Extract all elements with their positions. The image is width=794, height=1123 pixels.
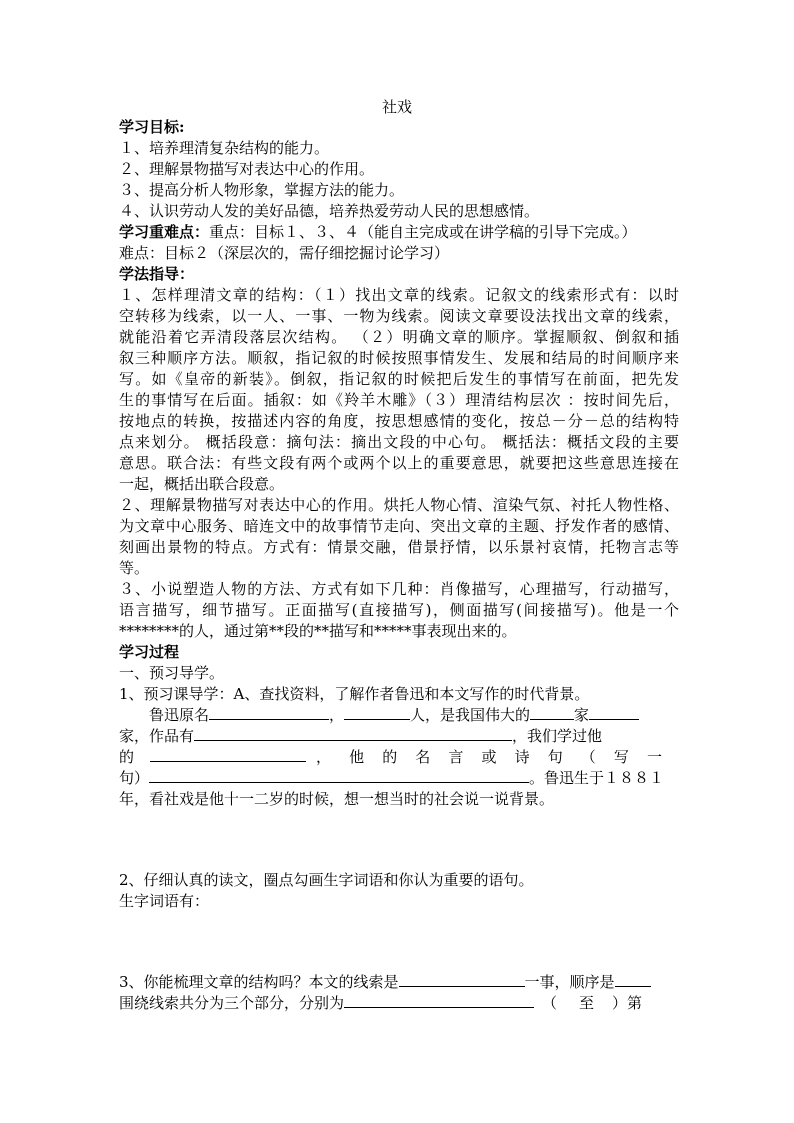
blank-order[interactable] xyxy=(615,972,651,987)
process-heading: 学习过程 xyxy=(119,643,180,661)
fill-text: ，他的名言或诗句（写一 xyxy=(316,748,663,766)
blank-works[interactable] xyxy=(194,726,512,741)
keypoints-heading: 学习重难点： xyxy=(119,223,210,241)
blank-studied-work[interactable] xyxy=(150,747,306,762)
blank-title-2[interactable] xyxy=(589,705,639,720)
method-line: 语言描写，细节描写。正面描写(直接描写)，侧面描写(间接描写)。他是一个 xyxy=(119,601,679,619)
method-line: 一起，概括出联合段意。 xyxy=(119,475,285,493)
preview-section: 一、预习导学。 xyxy=(119,664,225,682)
fill-text: （ xyxy=(542,994,558,1012)
fill-text: ）第 xyxy=(612,994,643,1012)
method-line: 点来划分。 概括段意：摘句法：摘出文段的中心句。 概括法：概括文段的主要 xyxy=(119,433,679,451)
preview-background-line: 年，看社戏是他十一二岁的时候，想一想当时的社会说一说背景。 xyxy=(119,790,555,808)
fill-text: 鲁迅原名 xyxy=(149,706,210,724)
page-title: 社戏 xyxy=(381,98,412,116)
fill-text: 3、你能梳理文章的结构吗？本文的线索是 xyxy=(119,973,399,991)
method-line: 生的事情写在后面。插叙：如《羚羊木雕》（３）理清结构层次 ：按时间先后， xyxy=(119,391,679,409)
fill-text: 人，是我国伟大的 xyxy=(410,706,531,724)
keypoints-difficulty: 难点：目标２（深层次的，需仔细挖掘讨论学习） xyxy=(119,244,450,262)
fill-line xyxy=(119,993,679,1013)
fill-line xyxy=(119,747,679,767)
fill-text: 句） xyxy=(119,769,150,787)
blank-clue[interactable] xyxy=(399,972,525,987)
method-line: 写。如《皇帝的新装》。倒叙，指记叙的时候把后发生的事情写在前面，把先发 xyxy=(119,370,679,388)
preview-item-1: 1、预习课导学：A、查找资料，了解作者鲁迅和本文写作的时代背景。 xyxy=(119,685,590,703)
goal-item: ３、提高分析人物形象，掌握方法的能力。 xyxy=(119,181,405,199)
method-line: 就能沿着它弄清段落层次结构。 （２）明确文章的顺序。掌握顺叙、倒叙和插 xyxy=(119,328,679,346)
blank-hometown[interactable] xyxy=(344,705,410,720)
preview-item-2: 2、仔细认真的读文，圈点勾画生字词语和你认为重要的语句。 xyxy=(119,871,534,889)
method-line: ３、小说塑造人物的方法、方式有如下几种：肖像描写，心理描写，行动描写， xyxy=(119,580,679,598)
blank-original-name[interactable] xyxy=(209,705,329,720)
goals-heading: 学习目标: xyxy=(119,118,185,136)
fill-text: ，我们学过他 xyxy=(512,727,603,745)
fill-text: 围绕线索共分为三个部分，分别为 xyxy=(119,994,345,1012)
method-line: 空转移为线索，以一人、一事、一物为线索。阅读文章要设法找出文章的线索， xyxy=(119,307,679,325)
fill-line xyxy=(119,726,679,746)
fill-line xyxy=(149,705,679,725)
method-line: 叙三种顺序方法。顺叙，指记叙的时候按照事情发生、发展和结局的时间顺序来 xyxy=(119,349,679,367)
method-line: 意思。联合法：有些文段有两个或两个以上的重要意思，就要把这些意思连接在 xyxy=(119,454,679,472)
method-line: ２、理解景物描写对表达中心的作用。烘托人物心情、渲染气氛、衬托人物性格、 xyxy=(119,496,679,514)
fill-text: 的 xyxy=(119,748,135,766)
keypoints-line xyxy=(119,222,679,242)
method-line: 按地点的转换，按描述内容的角度，按思想感情的变化，按总－分－总的结构特 xyxy=(119,412,679,430)
method-line: ********的人，通过第**段的**描写和*****事表现出来的。 xyxy=(119,622,517,640)
blank-parts[interactable] xyxy=(344,993,534,1008)
fill-text: 。鲁迅生于１８８１ xyxy=(529,769,665,787)
method-line: 刻画出景物的特点。方式有：情景交融，借景抒情，以乐景衬哀情，托物言志等 xyxy=(119,538,679,556)
blank-quote[interactable] xyxy=(149,768,529,783)
keypoints-focus: 重点：目标１、３、４（能自主完成或在讲学稿的引导下完成。） xyxy=(209,223,637,241)
goal-item: ４、认识劳动人发的美好品德，培养热爱劳动人民的思想感情。 xyxy=(119,202,540,220)
fill-text: 家 xyxy=(574,706,590,724)
fill-text: 至 xyxy=(579,994,595,1012)
new-words-label: 生字词语有： xyxy=(119,892,210,910)
method-line: １、怎样理清文章的结构：（１）找出文章的线索。记叙文的线索形式有：以时 xyxy=(119,286,679,304)
fill-text: ， xyxy=(329,706,345,724)
blank-title-1[interactable] xyxy=(530,705,574,720)
method-line: 等。 xyxy=(119,559,150,577)
fill-text: 家，作品有 xyxy=(119,727,195,745)
fill-text: 一事，顺序是 xyxy=(524,973,615,991)
fill-line xyxy=(119,972,679,992)
goal-item: １、培养理清复杂结构的能力。 xyxy=(119,139,330,157)
method-line: 为文章中心服务、暗连文中的故事情节走向、突出文章的主题、抒发作者的感情、 xyxy=(119,517,679,535)
method-heading: 学法指导： xyxy=(119,265,195,283)
fill-line xyxy=(119,768,679,788)
goal-item: ２、理解景物描写对表达中心的作用。 xyxy=(119,160,375,178)
